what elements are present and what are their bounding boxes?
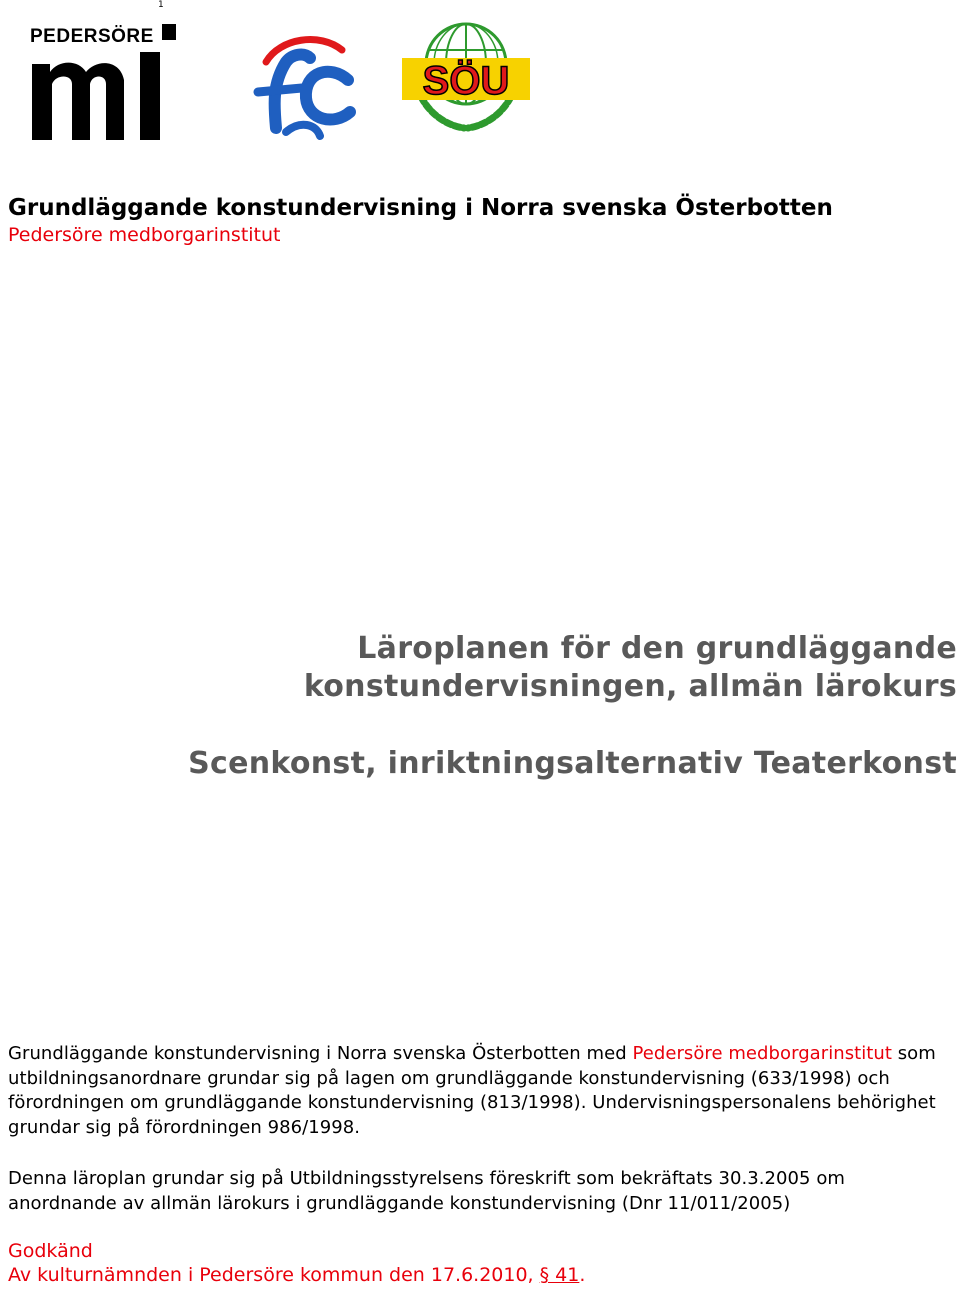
pedersore-wordmark: PEDERSÖRE <box>30 26 154 47</box>
fc-letters: fc <box>450 228 451 229</box>
document-title: Grundläggande konstundervisning i Norra svenska Österbotten <box>8 195 833 221</box>
fc-logo <box>250 28 451 229</box>
pedersore-mi-logo <box>28 22 230 223</box>
approval-end: . <box>579 1264 586 1286</box>
fc-c-letter <box>306 72 350 120</box>
approval-section: § 41 <box>539 1264 580 1286</box>
mi-letters: mi <box>228 222 230 223</box>
mi-i-stem <box>140 52 160 140</box>
curriculum-title <box>197 630 957 706</box>
curriculum-title-line2: konstundervisningen, allmän lärokurs <box>303 669 957 704</box>
regulation-paragraph: Denna läroplan grundar sig på Utbildningsstyrelsens föreskrift som bekräftats 30.3.2005 om anordnande av allmän lärokurs i grundläggande konstundervisning (Dnr 11/011/2005) <box>8 1168 845 1214</box>
mi-mark <box>32 63 124 140</box>
institute-subtitle: Pedersöre medborgarinstitut <box>8 224 281 246</box>
institute-name: Pedersöre medborgarinstitut <box>632 1043 892 1064</box>
sou-logo <box>394 18 538 138</box>
approval-label: Godkänd <box>8 1240 93 1262</box>
approval-authority: Av kulturnämnden i Pedersöre kommun den 17.6.2010, <box>8 1264 540 1286</box>
approval-block <box>8 1239 585 1287</box>
section-title: Scenkonst, inriktningsalternativ Teaterkonst <box>188 746 957 781</box>
intro-paragraph <box>8 1042 958 1140</box>
sou-letters: SÖU <box>422 59 510 103</box>
intro-text-end: som utbildningsanordnare grundar sig på lagen om grundläggande konstundervisning (633/1998) och förordningen om grundläggande konstundervisning (813/1998). Undervisningspersonalens behörighet grundar sig på förordningen 986/1998. <box>8 1043 936 1138</box>
intro-text-start: Grundläggande konstundervisning i Norra svenska Österbotten med <box>8 1043 633 1064</box>
logo-dot <box>162 24 176 40</box>
curriculum-title-line1: Läroplanen för den grundläggande <box>357 631 957 666</box>
fc-swirl <box>286 125 320 136</box>
fc-f-bar <box>258 88 302 92</box>
approval-text <box>8 1263 585 1287</box>
page-number: 1 <box>158 0 164 10</box>
